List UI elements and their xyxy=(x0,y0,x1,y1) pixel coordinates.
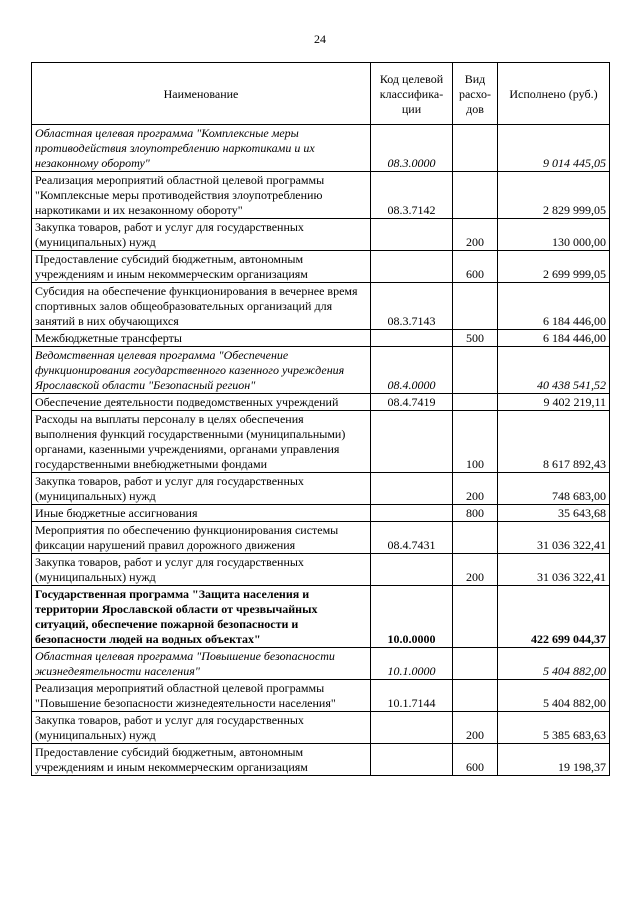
row-type-cell xyxy=(453,648,498,680)
row-type-cell xyxy=(453,347,498,394)
table-row xyxy=(32,330,610,347)
row-code-cell: 08.3.0000 xyxy=(371,125,453,172)
table-row xyxy=(32,411,610,473)
row-amount-cell: 5 404 882,00 xyxy=(498,680,610,712)
row-name-cell: Иные бюджетные ассигнования xyxy=(32,505,371,522)
row-amount-cell: 5 404 882,00 xyxy=(498,648,610,680)
page-number: 24 xyxy=(314,32,326,46)
row-amount-cell: 748 683,00 xyxy=(498,473,610,505)
row-type-cell: 600 xyxy=(453,251,498,283)
table-row xyxy=(32,172,610,219)
row-code-cell xyxy=(371,712,453,744)
row-name-cell: Предоставление субсидий бюджетным, автономным учреждениям и иным некоммерческим организациям xyxy=(32,251,371,283)
row-amount-cell: 31 036 322,41 xyxy=(498,522,610,554)
table-row xyxy=(32,522,610,554)
table-row xyxy=(32,394,610,411)
row-code-cell xyxy=(371,744,453,776)
row-code-cell: 10.1.0000 xyxy=(371,648,453,680)
row-amount-cell: 2 699 999,05 xyxy=(498,251,610,283)
row-type-cell xyxy=(453,586,498,648)
row-name-cell: Областная целевая программа "Повышение безопасности жизнедеятельности населения" xyxy=(32,648,371,680)
row-type-cell xyxy=(453,394,498,411)
row-name-cell: Реализация мероприятий областной целевой программы "Повышение безопасности жизнедеятельности населения" xyxy=(32,680,371,712)
row-type-cell xyxy=(453,680,498,712)
row-type-cell: 600 xyxy=(453,744,498,776)
row-name-cell: Обеспечение деятельности подведомственных учреждений xyxy=(32,394,371,411)
table-row xyxy=(32,554,610,586)
row-type-cell: 200 xyxy=(453,219,498,251)
row-name-cell: Государственная программа "Защита населения и территории Ярославской области от чрезвычайных ситуаций, обеспечение пожарной безопасности и безопасности людей на водных объектах" xyxy=(32,586,371,648)
row-name-cell: Межбюджетные трансферты xyxy=(32,330,371,347)
row-name-cell: Предоставление субсидий бюджетным, автономным учреждениям и иным некоммерческим организациям xyxy=(32,744,371,776)
row-amount-cell: 422 699 044,37 xyxy=(498,586,610,648)
budget-table xyxy=(31,62,610,776)
table-row xyxy=(32,251,610,283)
row-amount-cell: 6 184 446,00 xyxy=(498,330,610,347)
table-row xyxy=(32,283,610,330)
row-code-cell: 10.0.0000 xyxy=(371,586,453,648)
header-name: Наименование xyxy=(32,63,371,125)
row-amount-cell: 19 198,37 xyxy=(498,744,610,776)
row-code-cell xyxy=(371,251,453,283)
row-name-cell: Ведомственная целевая программа "Обеспечение функционирования государственного казенного учреждения Ярославской области "Безопасный регион" xyxy=(32,347,371,394)
row-type-cell: 200 xyxy=(453,473,498,505)
row-name-cell: Областная целевая программа "Комплексные меры противодействия злоупотреблению наркотиками и их незаконному обороту" xyxy=(32,125,371,172)
row-amount-cell: 8 617 892,43 xyxy=(498,411,610,473)
row-code-cell: 08.3.7143 xyxy=(371,283,453,330)
table-row xyxy=(32,347,610,394)
row-name-cell: Реализация мероприятий областной целевой программы "Комплексные меры противодействия злоупотреблению наркотиками и их незаконному обороту" xyxy=(32,172,371,219)
table-row xyxy=(32,505,610,522)
row-amount-cell: 5 385 683,63 xyxy=(498,712,610,744)
row-name-cell: Закупка товаров, работ и услуг для государственных (муниципальных) нужд xyxy=(32,712,371,744)
row-code-cell xyxy=(371,219,453,251)
row-code-cell xyxy=(371,473,453,505)
table-row xyxy=(32,680,610,712)
row-code-cell xyxy=(371,554,453,586)
row-amount-cell: 6 184 446,00 xyxy=(498,283,610,330)
row-code-cell: 08.3.7142 xyxy=(371,172,453,219)
row-amount-cell: 2 829 999,05 xyxy=(498,172,610,219)
table-row xyxy=(32,586,610,648)
row-code-cell: 08.4.7419 xyxy=(371,394,453,411)
row-amount-cell: 9 402 219,11 xyxy=(498,394,610,411)
row-amount-cell: 130 000,00 xyxy=(498,219,610,251)
row-amount-cell: 31 036 322,41 xyxy=(498,554,610,586)
row-amount-cell: 35 643,68 xyxy=(498,505,610,522)
table-row xyxy=(32,744,610,776)
row-code-cell xyxy=(371,411,453,473)
table-header-row xyxy=(32,63,610,125)
row-name-cell: Закупка товаров, работ и услуг для государственных (муниципальных) нужд xyxy=(32,219,371,251)
table-body xyxy=(32,125,610,776)
header-type: Вид расхо-дов xyxy=(453,63,498,125)
row-type-cell xyxy=(453,283,498,330)
table-row xyxy=(32,125,610,172)
row-name-cell: Мероприятия по обеспечению функционирования системы фиксации нарушений правил дорожного движения xyxy=(32,522,371,554)
row-amount-cell: 9 014 445,05 xyxy=(498,125,610,172)
row-type-cell: 800 xyxy=(453,505,498,522)
row-type-cell xyxy=(453,172,498,219)
row-name-cell: Закупка товаров, работ и услуг для государственных (муниципальных) нужд xyxy=(32,473,371,505)
row-amount-cell: 40 438 541,52 xyxy=(498,347,610,394)
row-type-cell: 200 xyxy=(453,554,498,586)
row-type-cell: 100 xyxy=(453,411,498,473)
table-row xyxy=(32,712,610,744)
row-code-cell: 10.1.7144 xyxy=(371,680,453,712)
row-code-cell: 08.4.0000 xyxy=(371,347,453,394)
header-code: Код целевой классифика-ции xyxy=(371,63,453,125)
row-type-cell: 200 xyxy=(453,712,498,744)
header-amount: Исполнено (руб.) xyxy=(498,63,610,125)
row-type-cell xyxy=(453,125,498,172)
table-row xyxy=(32,648,610,680)
row-name-cell: Расходы на выплаты персоналу в целях обеспечения выполнения функций государственными (муниципальными) органами, казенными учреждениями, органами управления государственными внебюджетными фондами xyxy=(32,411,371,473)
row-name-cell: Субсидия на обеспечение функционирования в вечернее время спортивных залов общеобразовательных организаций для занятий в них обучающихся xyxy=(32,283,371,330)
row-code-cell xyxy=(371,505,453,522)
row-type-cell: 500 xyxy=(453,330,498,347)
row-code-cell: 08.4.7431 xyxy=(371,522,453,554)
row-name-cell: Закупка товаров, работ и услуг для государственных (муниципальных) нужд xyxy=(32,554,371,586)
row-code-cell xyxy=(371,330,453,347)
row-type-cell xyxy=(453,522,498,554)
table-row xyxy=(32,219,610,251)
table-row xyxy=(32,473,610,505)
